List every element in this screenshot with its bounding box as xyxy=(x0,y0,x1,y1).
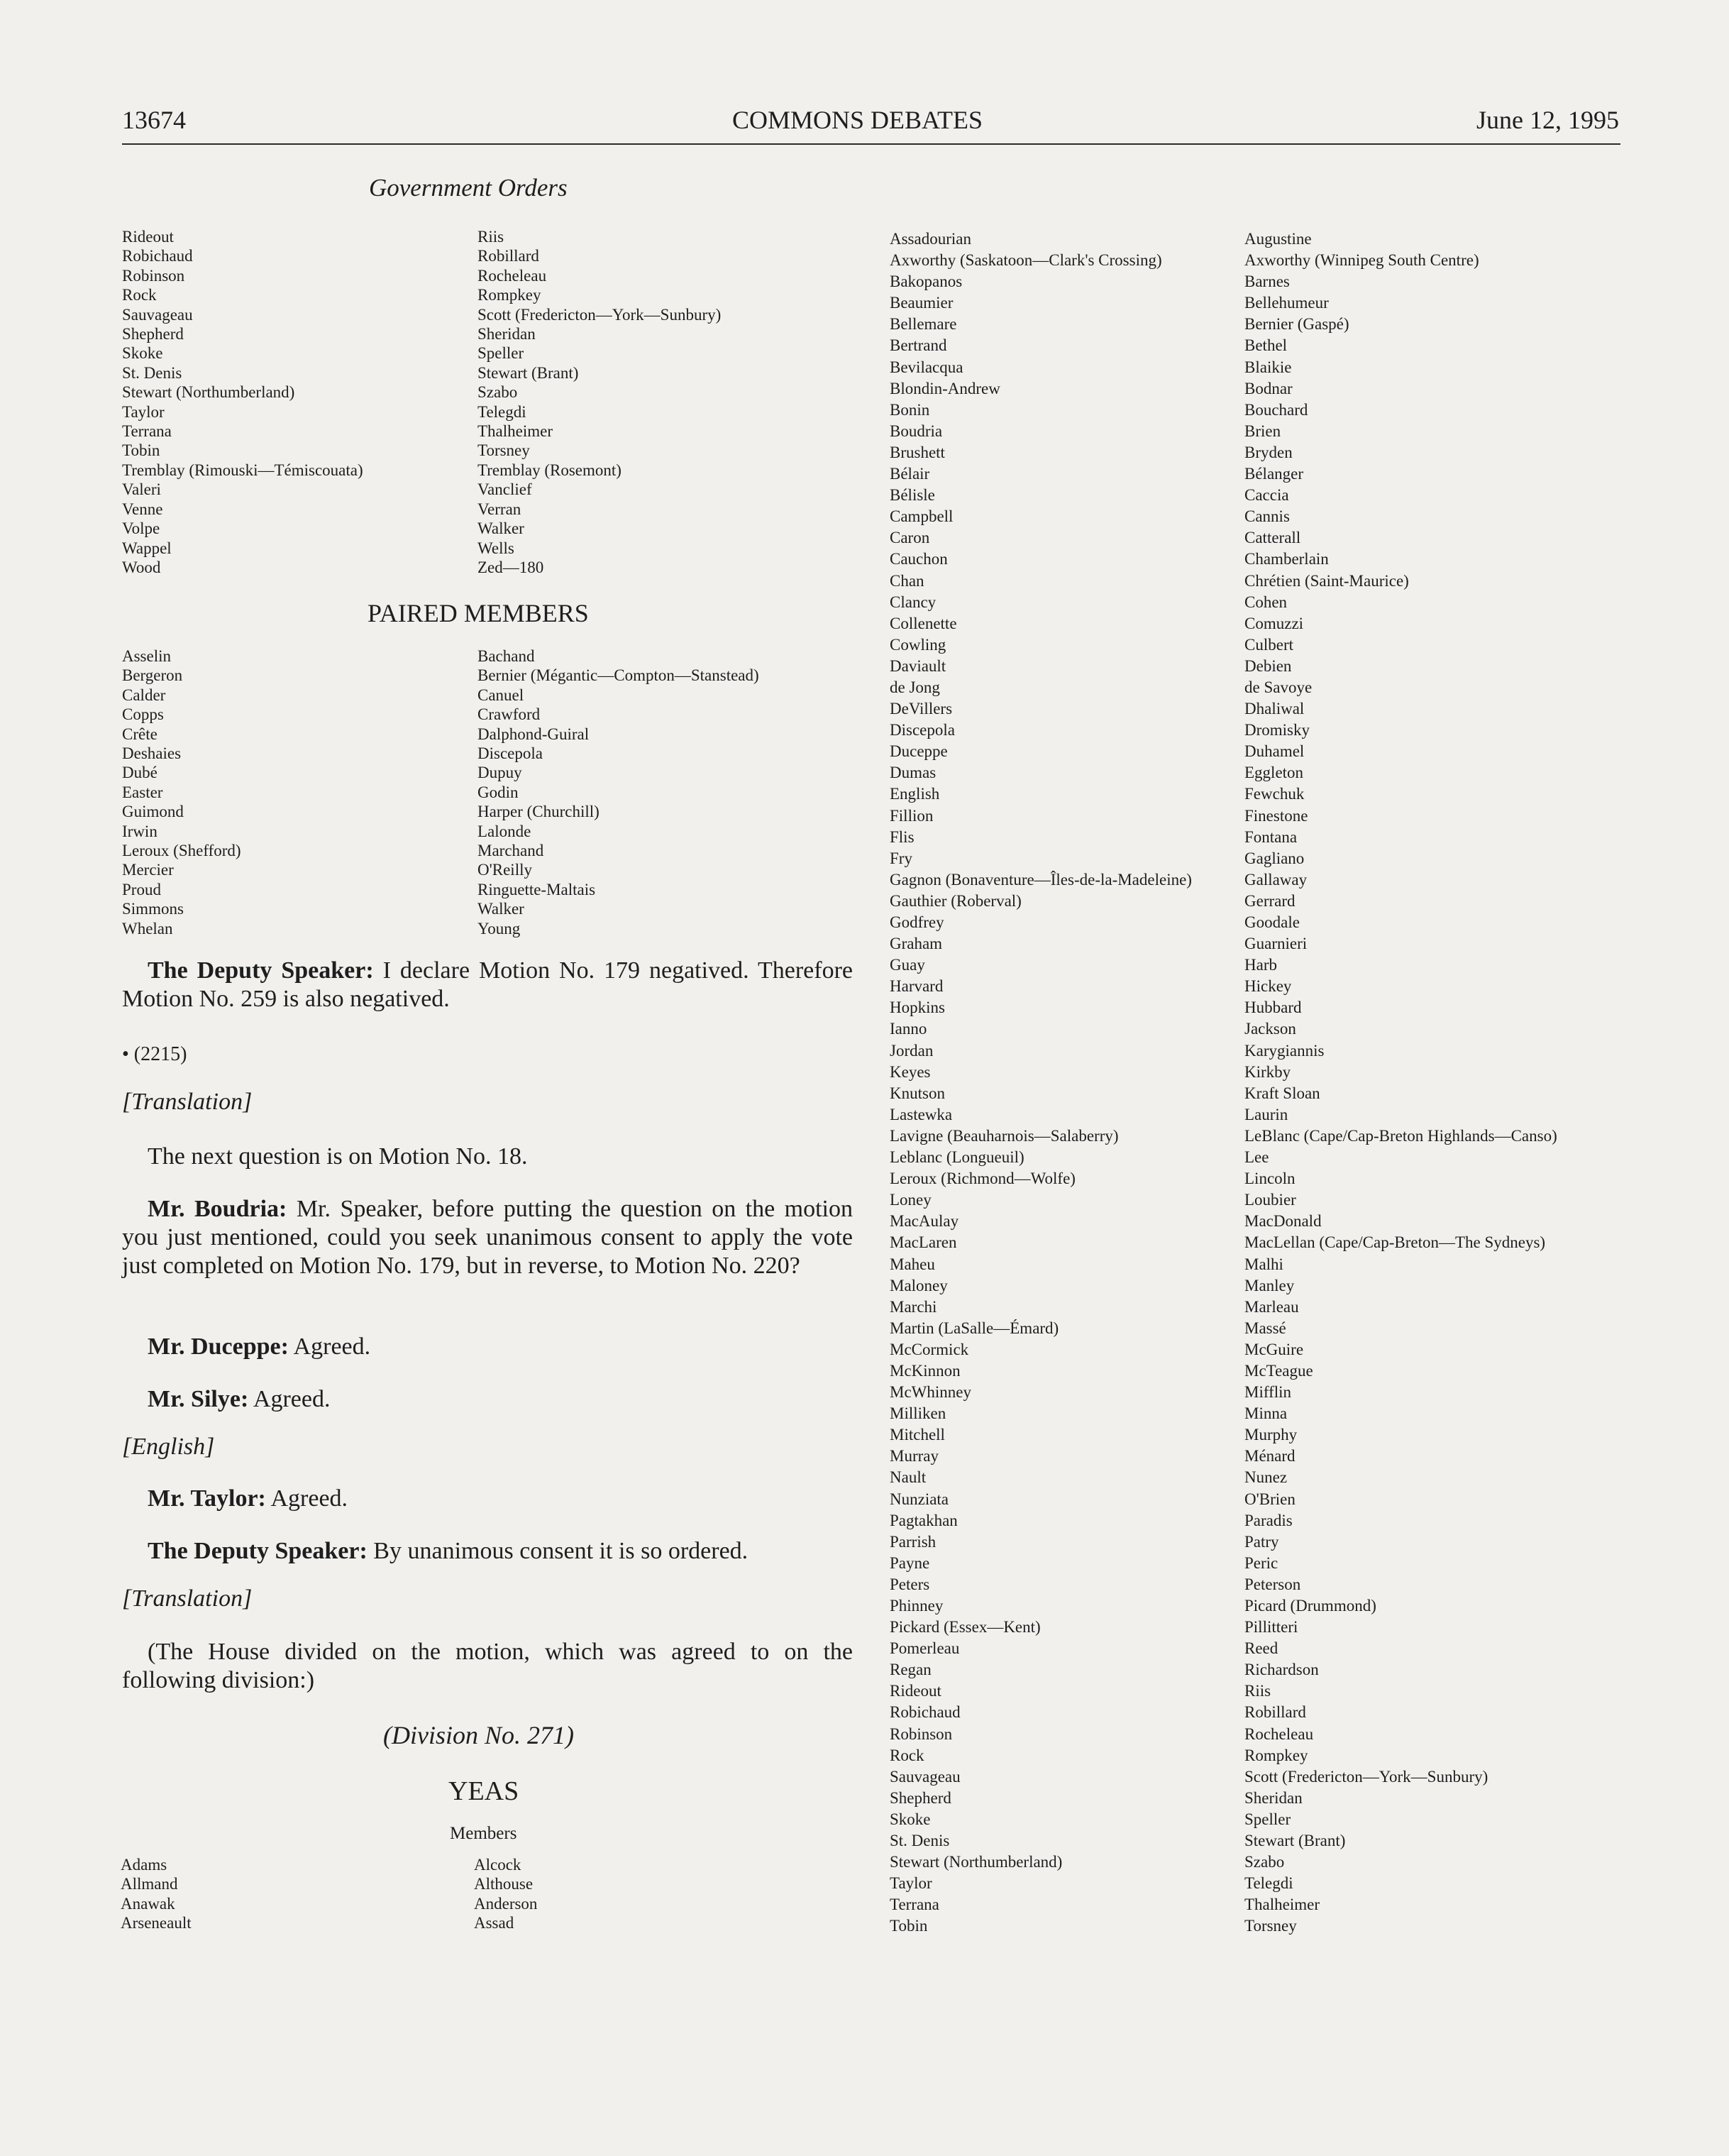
member-name: Pillitteri xyxy=(1244,1618,1298,1637)
member-name: Bélanger xyxy=(1244,465,1304,483)
paragraph-division: (The House divided on the motion, which was agreed to on the following division:) xyxy=(122,1639,853,1693)
member-name: Shepherd xyxy=(890,1788,951,1807)
member-name: Vanclief xyxy=(477,480,532,499)
member-name: Fillion xyxy=(890,806,934,825)
member-name: Stewart (Brant) xyxy=(477,363,579,382)
member-name: Godin xyxy=(477,783,519,801)
speech-text: Agreed. xyxy=(265,1485,348,1512)
member-name: Terrana xyxy=(890,1896,939,1914)
member-name: Ringuette-Maltais xyxy=(477,880,596,898)
paragraph-taylor xyxy=(122,1485,853,1513)
member-name: Harb xyxy=(1244,956,1277,974)
member-name: Milliken xyxy=(890,1404,946,1423)
member-name: Allmand xyxy=(121,1875,178,1893)
publication-date: June 12, 1995 xyxy=(1476,106,1619,134)
member-name: Flis xyxy=(890,827,915,846)
member-name: Duceppe xyxy=(890,742,948,761)
member-name: Taylor xyxy=(122,402,165,421)
yeas-list-left xyxy=(121,1855,192,1933)
yeas-list-col4 xyxy=(1244,229,1557,1937)
member-name: Riis xyxy=(1244,1682,1271,1700)
member-name: Shepherd xyxy=(122,325,184,343)
member-name: Easter xyxy=(122,783,163,801)
member-name: Robinson xyxy=(122,266,185,285)
member-name: Torsney xyxy=(1244,1917,1297,1935)
english-tag: [English] xyxy=(122,1434,215,1460)
member-name: Gagliano xyxy=(1244,849,1305,867)
member-name: McGuire xyxy=(1244,1340,1304,1358)
member-name: Mercier xyxy=(122,861,174,879)
member-name: Bakopanos xyxy=(890,273,963,291)
member-name: St. Denis xyxy=(890,1832,950,1850)
member-name: Picard (Drummond) xyxy=(1244,1597,1376,1615)
member-name: Bouchard xyxy=(1244,400,1308,419)
member-name: MacAulay xyxy=(890,1212,959,1231)
member-name: Dalphond-Guiral xyxy=(477,725,590,743)
member-name: Marchi xyxy=(890,1297,937,1316)
member-name: Harvard xyxy=(890,977,944,996)
member-name: Verran xyxy=(477,500,521,518)
member-name: Canuel xyxy=(477,686,524,704)
speaker-name: The Deputy Speaker: xyxy=(148,957,374,984)
member-name: McWhinney xyxy=(890,1383,971,1402)
member-name: Irwin xyxy=(122,822,158,840)
member-name: Debien xyxy=(1244,656,1292,675)
member-name: Richardson xyxy=(1244,1661,1319,1679)
member-name: Martin (LaSalle—Émard) xyxy=(890,1319,1059,1337)
member-name: de Savoye xyxy=(1244,678,1313,696)
member-name: Guimond xyxy=(122,803,184,821)
member-name: Hopkins xyxy=(890,999,945,1017)
member-name: Fewchuk xyxy=(1244,785,1305,803)
paragraph-duceppe xyxy=(122,1333,853,1361)
member-name: Malhi xyxy=(1244,1255,1283,1273)
member-name: Jackson xyxy=(1244,1020,1296,1038)
member-name: Bernier (Mégantic—Compton—Stanstead) xyxy=(477,666,759,685)
member-name: Bellemare xyxy=(890,315,957,334)
publication-title: COMMONS DEBATES xyxy=(732,106,983,134)
member-name: Leblanc (Longueuil) xyxy=(890,1148,1024,1167)
member-name: Bélisle xyxy=(890,486,935,505)
member-name: St. Denis xyxy=(122,363,182,382)
member-name: Wappel xyxy=(122,539,172,557)
speaker-name: Mr. Silye: xyxy=(148,1386,249,1412)
member-name: Bergeron xyxy=(122,666,183,685)
member-name: English xyxy=(890,785,940,803)
member-name: Culbert xyxy=(1244,635,1293,654)
member-name: Patry xyxy=(1244,1532,1279,1551)
member-name: Crête xyxy=(122,725,158,743)
member-name: Dhaliwal xyxy=(1244,700,1305,718)
member-name: Marchand xyxy=(477,842,544,860)
member-name: Rocheleau xyxy=(1244,1725,1314,1743)
member-name: Lee xyxy=(1244,1148,1269,1167)
member-name: MacLaren xyxy=(890,1233,957,1252)
member-name: Cannis xyxy=(1244,507,1290,526)
member-name: Lincoln xyxy=(1244,1170,1296,1188)
member-name: Telegdi xyxy=(477,402,526,421)
member-name: Hickey xyxy=(1244,977,1292,996)
member-name: Cauchon xyxy=(890,550,948,568)
yeas-heading: YEAS xyxy=(448,1776,519,1806)
paired-members-heading: PAIRED MEMBERS xyxy=(368,599,589,627)
member-name: Boudria xyxy=(890,422,943,440)
speech-text: Agreed. xyxy=(288,1333,371,1360)
member-name: Jordan xyxy=(890,1041,934,1060)
member-name: Godfrey xyxy=(890,913,944,931)
member-name: Murray xyxy=(890,1447,939,1465)
section-title: Government Orders xyxy=(369,174,568,202)
member-name: Calder xyxy=(122,686,166,704)
yeas-list-right xyxy=(474,1855,537,1933)
member-name: Peric xyxy=(1244,1553,1278,1572)
member-name: Stewart (Northumberland) xyxy=(890,1853,1063,1871)
member-name: Pagtakhan xyxy=(890,1511,958,1529)
member-name: Sauvageau xyxy=(890,1767,961,1786)
member-name: Finestone xyxy=(1244,806,1308,825)
member-name: MacDonald xyxy=(1244,1212,1322,1231)
member-name: Guarnieri xyxy=(1244,935,1308,953)
member-name: Cohen xyxy=(1244,593,1288,611)
member-name: Stewart (Brant) xyxy=(1244,1832,1346,1850)
member-name: Maloney xyxy=(890,1276,948,1294)
page-number: 13674 xyxy=(122,106,186,134)
member-name: Robillard xyxy=(477,247,539,265)
member-name: Whelan xyxy=(122,919,173,937)
member-name: Brien xyxy=(1244,422,1281,440)
member-name: Parrish xyxy=(890,1532,937,1551)
member-name: DeVillers xyxy=(890,700,953,718)
member-name: Leroux (Shefford) xyxy=(122,842,241,860)
member-name: Laurin xyxy=(1244,1105,1288,1123)
member-name: Bachand xyxy=(477,647,535,665)
member-name: Fry xyxy=(890,849,912,867)
paragraph-deputy-speaker-1 xyxy=(122,957,853,1013)
speech-text: Mr. Speaker, before putting the question on the motion you just mentioned, could you seek unanimous consent to apply the vote just completed on Motion No. 179, but in reverse, to Motion No. 220? xyxy=(122,1196,853,1279)
paired-list-left xyxy=(122,647,241,938)
member-name: Pickard (Essex—Kent) xyxy=(890,1618,1041,1637)
member-name: Peterson xyxy=(1244,1575,1301,1593)
member-name: O'Brien xyxy=(1244,1490,1296,1508)
member-name: MacLellan (Cape/Cap-Breton—The Sydneys) xyxy=(1244,1233,1546,1252)
member-name: LeBlanc (Cape/Cap-Breton Highlands—Canso) xyxy=(1244,1126,1557,1145)
member-name: Taylor xyxy=(890,1874,932,1893)
member-name: Nunziata xyxy=(890,1490,949,1508)
member-name: Reed xyxy=(1244,1639,1278,1658)
member-name: Wells xyxy=(477,539,514,557)
member-name: Keyes xyxy=(890,1062,931,1081)
member-name: Deshaies xyxy=(122,744,182,763)
member-name: Nault xyxy=(890,1468,927,1487)
member-name: Bertrand xyxy=(890,336,947,355)
member-name: Bélair xyxy=(890,465,930,483)
member-name: Eggleton xyxy=(1244,764,1304,782)
member-name: Chrétien (Saint-Maurice) xyxy=(1244,571,1409,590)
time-marker: • (2215) xyxy=(122,1043,187,1065)
member-name: Catterall xyxy=(1244,529,1301,547)
member-name: Szabo xyxy=(477,383,518,402)
member-name: Rock xyxy=(890,1746,924,1764)
member-name: Minna xyxy=(1244,1404,1288,1423)
member-name: Alcock xyxy=(474,1856,521,1874)
member-name: Ianno xyxy=(890,1020,927,1038)
member-name: Sheridan xyxy=(1244,1788,1303,1807)
member-name: Ménard xyxy=(1244,1447,1296,1465)
member-name: Anderson xyxy=(474,1894,538,1913)
member-name: Mifflin xyxy=(1244,1383,1292,1402)
member-name: Gerrard xyxy=(1244,891,1296,910)
member-name: Marleau xyxy=(1244,1297,1299,1316)
member-name: O'Reilly xyxy=(477,861,532,879)
member-name: Thalheimer xyxy=(1244,1896,1320,1914)
member-name: Blondin-Andrew xyxy=(890,379,1000,397)
member-name: Robillard xyxy=(1244,1703,1306,1722)
header-rule xyxy=(122,143,1620,145)
member-name: Graham xyxy=(890,935,943,953)
member-name: Augustine xyxy=(1244,230,1312,248)
members-heading: Members xyxy=(450,1824,517,1843)
member-name: Bernier (Gaspé) xyxy=(1244,315,1349,334)
translation-tag: [Translation] xyxy=(122,1089,253,1115)
member-name: Thalheimer xyxy=(477,422,553,441)
member-name: Dromisky xyxy=(1244,721,1310,739)
member-name: Bethel xyxy=(1244,336,1288,355)
member-name: Adams xyxy=(121,1856,167,1874)
member-name: Assad xyxy=(474,1914,514,1932)
member-name: de Jong xyxy=(890,678,940,696)
speech-text: By unanimous consent it is so ordered. xyxy=(367,1538,749,1564)
member-name: Assadourian xyxy=(890,230,971,248)
member-name: Phinney xyxy=(890,1597,944,1615)
vote-list-left xyxy=(122,227,363,577)
member-name: Regan xyxy=(890,1661,932,1679)
member-name: Scott (Fredericton—York—Sunbury) xyxy=(477,305,722,324)
member-name: Discepola xyxy=(477,744,543,763)
speech-text: Agreed. xyxy=(248,1386,331,1412)
vote-list-right xyxy=(477,227,721,577)
member-name: Paradis xyxy=(1244,1511,1293,1529)
member-name: Discepola xyxy=(890,721,955,739)
member-name: Wood xyxy=(122,558,161,576)
member-name: Goodale xyxy=(1244,913,1300,931)
member-name: Guay xyxy=(890,956,925,974)
member-name: Bodnar xyxy=(1244,379,1293,397)
member-name: Sauvageau xyxy=(122,305,193,324)
member-name: Knutson xyxy=(890,1084,945,1102)
member-name: Venne xyxy=(122,500,163,518)
member-name: Speller xyxy=(1244,1810,1291,1828)
member-name: Robinson xyxy=(890,1725,953,1743)
member-name: Rocheleau xyxy=(477,266,547,285)
member-name: Bonin xyxy=(890,400,930,419)
page-header xyxy=(122,105,1619,141)
paragraph-next-question: The next question is on Motion No. 18. xyxy=(148,1143,528,1170)
member-name: Clancy xyxy=(890,593,937,611)
paired-list-right xyxy=(477,647,759,938)
member-name: Gauthier (Roberval) xyxy=(890,891,1022,910)
member-name: Torsney xyxy=(477,441,530,460)
member-name: Arseneault xyxy=(121,1914,192,1932)
member-name: Robichaud xyxy=(122,247,193,265)
member-name: Tremblay (Rosemont) xyxy=(477,461,622,479)
member-name: Payne xyxy=(890,1553,930,1572)
member-name: Lalonde xyxy=(477,822,531,840)
member-name: Tobin xyxy=(122,441,160,460)
member-name: Bellehumeur xyxy=(1244,294,1329,312)
speech-text: I declare Motion No. 179 negatived. Therefore Motion No. 259 is also negatived. xyxy=(122,957,853,1012)
member-name: Barnes xyxy=(1244,273,1290,291)
member-name: McCormick xyxy=(890,1340,969,1358)
member-name: Duhamel xyxy=(1244,742,1305,761)
member-name: Kraft Sloan xyxy=(1244,1084,1320,1102)
member-name: Pomerleau xyxy=(890,1639,960,1658)
member-name: Walker xyxy=(477,900,524,918)
member-name: Rompkey xyxy=(477,286,541,304)
member-name: Blaikie xyxy=(1244,358,1292,376)
member-name: Loubier xyxy=(1244,1191,1296,1209)
member-name: Dupuy xyxy=(477,764,522,782)
member-name: Leroux (Richmond—Wolfe) xyxy=(890,1170,1076,1188)
member-name: Scott (Fredericton—York—Sunbury) xyxy=(1244,1767,1488,1786)
member-name: Simmons xyxy=(122,900,184,918)
member-name: Karygiannis xyxy=(1244,1041,1325,1060)
member-name: Lastewka xyxy=(890,1105,953,1123)
speaker-name: Mr. Taylor: xyxy=(148,1485,266,1512)
member-name: Speller xyxy=(477,344,524,363)
member-name: Anawak xyxy=(121,1894,175,1913)
member-name: Rompkey xyxy=(1244,1746,1308,1764)
member-name: Comuzzi xyxy=(1244,614,1304,632)
member-name: Rideout xyxy=(890,1682,941,1700)
member-name: Dumas xyxy=(890,764,937,782)
member-name: Caccia xyxy=(1244,486,1289,505)
member-name: Stewart (Northumberland) xyxy=(122,383,295,402)
member-name: Althouse xyxy=(474,1875,534,1893)
member-name: Crawford xyxy=(477,705,541,724)
speaker-name: The Deputy Speaker: xyxy=(148,1538,368,1564)
member-name: Volpe xyxy=(122,519,160,538)
member-name: Gallaway xyxy=(1244,870,1308,889)
member-name: Skoke xyxy=(122,344,163,363)
member-name: Mitchell xyxy=(890,1426,945,1444)
member-name: Young xyxy=(477,919,521,937)
member-name: Valeri xyxy=(122,480,161,499)
member-name: Zed—180 xyxy=(477,558,544,576)
member-name: Bryden xyxy=(1244,443,1293,461)
member-name: Beaumier xyxy=(890,294,954,312)
member-name: McKinnon xyxy=(890,1361,961,1380)
member-name: Gagnon (Bonaventure—Îles-de-la-Madeleine) xyxy=(890,870,1192,889)
member-name: Telegdi xyxy=(1244,1874,1293,1893)
member-name: Tobin xyxy=(890,1917,928,1935)
member-name: Robichaud xyxy=(890,1703,961,1722)
member-name: Manley xyxy=(1244,1276,1295,1294)
member-name: Fontana xyxy=(1244,827,1298,846)
member-name: Tremblay (Rimouski—Témiscouata) xyxy=(122,461,363,479)
speaker-name: Mr. Duceppe: xyxy=(148,1333,289,1360)
member-name: Axworthy (Saskatoon—Clark's Crossing) xyxy=(890,251,1162,270)
member-name: Chamberlain xyxy=(1244,550,1329,568)
division-number: (Division No. 271) xyxy=(383,1721,574,1749)
yeas-list-col3 xyxy=(890,229,1192,1937)
member-name: Terrana xyxy=(122,422,172,441)
member-name: Riis xyxy=(477,228,504,246)
member-name: Chan xyxy=(890,571,924,590)
member-name: Skoke xyxy=(890,1810,931,1828)
member-name: Daviault xyxy=(890,656,946,675)
member-name: Cowling xyxy=(890,635,946,654)
member-name: Loney xyxy=(890,1191,932,1209)
member-name: Nunez xyxy=(1244,1468,1288,1487)
member-name: Proud xyxy=(122,880,161,898)
paragraph-deputy-speaker-2 xyxy=(122,1537,853,1566)
member-name: Hubbard xyxy=(1244,999,1302,1017)
member-name: Rideout xyxy=(122,228,174,246)
member-name: Copps xyxy=(122,705,164,724)
translation-tag-2: [Translation] xyxy=(122,1585,253,1612)
member-name: Harper (Churchill) xyxy=(477,803,600,821)
member-name: Campbell xyxy=(890,507,954,526)
speaker-name: Mr. Boudria: xyxy=(148,1196,287,1222)
member-name: Massé xyxy=(1244,1319,1286,1337)
member-name: Asselin xyxy=(122,647,171,665)
member-name: Brushett xyxy=(890,443,945,461)
member-name: Axworthy (Winnipeg South Centre) xyxy=(1244,251,1479,270)
member-name: Rock xyxy=(122,286,157,304)
paragraph-silye xyxy=(122,1385,853,1414)
member-name: Bevilacqua xyxy=(890,358,963,376)
paragraph-boudria xyxy=(122,1195,853,1280)
member-name: Sheridan xyxy=(477,325,536,343)
member-name: McTeague xyxy=(1244,1361,1313,1380)
member-name: Murphy xyxy=(1244,1426,1298,1444)
member-name: Kirkby xyxy=(1244,1062,1291,1081)
member-name: Dubé xyxy=(122,764,158,782)
member-name: Lavigne (Beauharnois—Salaberry) xyxy=(890,1126,1119,1145)
member-name: Caron xyxy=(890,529,930,547)
member-name: Szabo xyxy=(1244,1853,1285,1871)
member-name: Collenette xyxy=(890,614,957,632)
member-name: Walker xyxy=(477,519,524,538)
member-name: Maheu xyxy=(890,1255,935,1273)
member-name: Peters xyxy=(890,1575,930,1593)
